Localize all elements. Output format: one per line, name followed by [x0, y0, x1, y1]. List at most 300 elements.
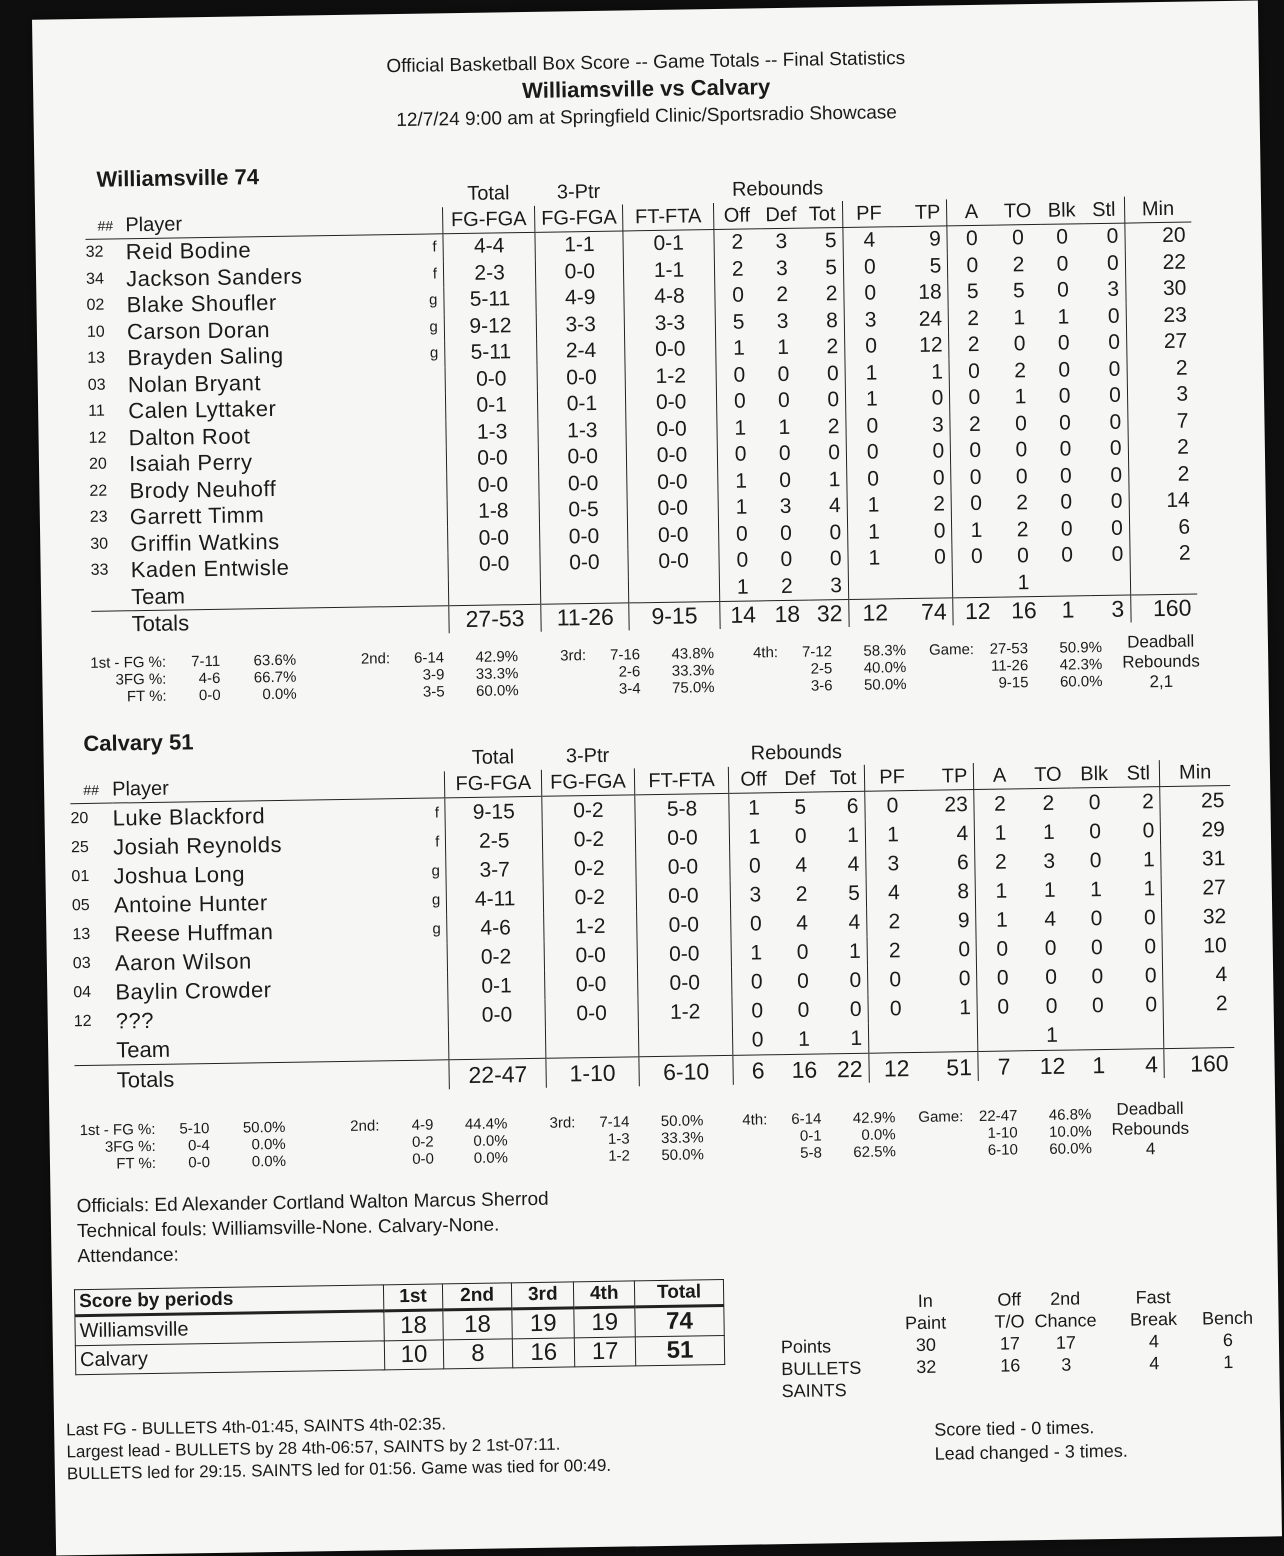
- points-value: 2nd: [1050, 1288, 1081, 1309]
- group-total: Total: [467, 182, 510, 205]
- total-tp: 51: [923, 1051, 978, 1081]
- stat-ft: 0-0: [627, 495, 718, 523]
- stat-tp: 24: [896, 306, 949, 333]
- shooting-pct: 50.0%: [661, 1146, 705, 1164]
- col-player: Player: [112, 772, 417, 803]
- blank: [1039, 171, 1084, 198]
- stat-blk: 0: [1060, 517, 1073, 541]
- stat-blk: 0: [1089, 819, 1102, 843]
- stat-tp: 4: [920, 819, 975, 849]
- shooting-pct: 0.0%: [251, 1135, 286, 1154]
- blank: [541, 576, 630, 604]
- stat-tot: 2: [804, 334, 845, 361]
- blank: [415, 181, 442, 207]
- player-name: Carson Doran: [126, 316, 271, 345]
- stat-min: 2: [1178, 541, 1191, 566]
- shooting-made-att: 27-53: [989, 640, 1029, 658]
- stat-3p: 0-1: [538, 390, 627, 418]
- stat-pf: 1: [867, 520, 880, 544]
- stat-blk: 1: [1057, 305, 1070, 329]
- col-blk: Blk: [1039, 197, 1084, 224]
- col-3p: FG-FGA: [535, 204, 624, 232]
- blank: [953, 570, 1002, 598]
- jersey-number: 20: [70, 809, 89, 827]
- blank: [1164, 1018, 1235, 1049]
- stat-def: 5: [794, 795, 807, 819]
- blank: [422, 579, 449, 606]
- stat-off: 2: [714, 256, 761, 283]
- stat-to: 5: [1012, 279, 1025, 303]
- group-rebounds: Rebounds: [731, 177, 824, 201]
- stat-min: 29: [1201, 817, 1226, 841]
- player-position: [421, 1001, 449, 1030]
- points-value: 4: [1148, 1331, 1160, 1352]
- stat-off: 3: [730, 880, 779, 910]
- shooting-made-att: 0-0: [188, 1154, 211, 1172]
- stat-def: 3: [776, 309, 789, 333]
- player-name: Reese Huffman: [114, 918, 274, 947]
- shooting-label: [541, 694, 593, 695]
- points-value: 17: [999, 1333, 1021, 1354]
- shooting-made-att: 3-5: [422, 683, 445, 701]
- blank: [634, 741, 729, 768]
- period-total: 51: [635, 1336, 724, 1366]
- blank: [894, 173, 947, 200]
- stat-to: 1: [1014, 385, 1027, 409]
- stat-def: 3: [779, 495, 792, 519]
- total-3p: 11-26: [541, 603, 630, 631]
- points-value: Off: [997, 1289, 1022, 1310]
- technical-fouls: Technical fouls: Williamsville-None. Calvary-None.: [76, 1214, 500, 1243]
- shooting-pct: 44.4%: [464, 1115, 508, 1134]
- shooting-label: [918, 671, 980, 672]
- shooting-line: [908, 1140, 1092, 1160]
- total-to: 12: [1029, 1050, 1076, 1080]
- stat-min: 2: [1215, 991, 1228, 1015]
- stat-3p: 4-9: [536, 284, 625, 312]
- stat-a: 2: [968, 412, 981, 436]
- col-a: A: [947, 199, 996, 226]
- player-name: Joshua Long: [113, 860, 246, 889]
- shooting-made-att: 2-5: [810, 660, 833, 678]
- shooting-made-att: 5-8: [800, 1144, 823, 1162]
- player-name: Baylin Crowder: [115, 976, 272, 1005]
- stat-a: 0: [967, 359, 981, 383]
- period-team: Calvary: [75, 1341, 384, 1375]
- shooting-pct: 42.9%: [475, 648, 519, 666]
- shooting-made-att: 6-14: [791, 1110, 822, 1128]
- col-a: A: [974, 762, 1025, 789]
- away-box-table: [70, 733, 1235, 1095]
- stat-min: 2: [1177, 435, 1190, 460]
- jersey-number: 03: [87, 376, 106, 394]
- stat-tot: 1: [824, 937, 867, 967]
- team-tot: 1: [826, 1024, 869, 1054]
- player-position: [419, 393, 446, 420]
- player-name: Isaiah Perry: [128, 449, 253, 477]
- stat-tot: 0: [806, 440, 847, 467]
- shooting-made-att: 6-14: [413, 649, 445, 667]
- player-name: Calen Lyttaker: [128, 396, 277, 424]
- stat-3p: 0-0: [539, 470, 628, 498]
- stat-a: 0: [970, 492, 983, 516]
- shooting-label: 4th:: [752, 644, 779, 662]
- stat-3p: 0-5: [539, 496, 628, 524]
- shooting-made-att: 22-47: [978, 1107, 1018, 1125]
- shooting-label: 1st - FG %:: [90, 653, 167, 672]
- shooting-made-att: 11-26: [990, 657, 1029, 675]
- stat-ft: 0-0: [628, 548, 719, 576]
- player-name: Reid Bodine: [125, 237, 252, 265]
- stat-a: 1: [995, 908, 1008, 932]
- total-a: 12: [953, 597, 1002, 625]
- shooting-label: [733, 691, 785, 692]
- stat-fg: 4-4: [443, 232, 536, 260]
- total-tot: 32: [808, 599, 849, 627]
- stat-min: 32: [1202, 904, 1227, 928]
- col-to: TO: [995, 198, 1040, 225]
- stat-tot: 0: [825, 995, 868, 1025]
- total-pf: 12: [869, 1052, 924, 1082]
- stat-3p: 0-0: [537, 364, 626, 392]
- player-name: Jackson Sanders: [125, 263, 303, 292]
- team-def: 1: [797, 1027, 810, 1051]
- period-shooting-p4: [732, 642, 907, 696]
- blank: [1075, 1020, 1122, 1050]
- stat-blk: 0: [1090, 935, 1103, 959]
- stat-def: 4: [796, 911, 809, 935]
- stat-off: 2: [714, 229, 761, 257]
- total-off: 14: [719, 601, 766, 629]
- shooting-pct: 60.0%: [1049, 1140, 1093, 1158]
- stat-fg: 0-1: [448, 971, 545, 1002]
- shooting-pct: 62.5%: [853, 1143, 897, 1161]
- shooting-made-att: 7-11: [191, 652, 221, 671]
- stat-off: 1: [718, 494, 765, 521]
- blank: [449, 1029, 546, 1060]
- points-value: 16: [1000, 1355, 1021, 1376]
- stat-a: 1: [970, 518, 983, 542]
- stat-min: 30: [1162, 276, 1187, 301]
- shooting-made-att: 4-9: [411, 1116, 434, 1134]
- stat-off: 1: [731, 938, 780, 968]
- stat-stl: 0: [1120, 932, 1163, 962]
- stat-to: 2: [1012, 252, 1025, 277]
- stat-tot: 8: [804, 308, 845, 335]
- stat-stl: 3: [1085, 277, 1126, 304]
- stat-fg: 0-1: [445, 392, 538, 420]
- stat-3p: 1-2: [544, 911, 637, 941]
- stat-stl: 0: [1088, 489, 1129, 516]
- blank: [978, 1021, 1029, 1051]
- stat-ft: 0-0: [626, 416, 717, 444]
- stat-fg: 9-12: [444, 312, 537, 340]
- player-position: [421, 526, 448, 553]
- stat-tot: 4: [824, 908, 867, 938]
- stat-off: 0: [716, 388, 763, 415]
- blank: [864, 738, 919, 765]
- stat-def: 3: [775, 256, 788, 280]
- jersey-number: 30: [90, 535, 109, 553]
- stat-def: 0: [777, 362, 790, 386]
- deadball-text: 4: [1145, 1139, 1156, 1159]
- shooting-pct: 42.9%: [852, 1109, 896, 1127]
- stat-ft: 0-0: [627, 469, 718, 497]
- blank: [417, 771, 445, 798]
- total-fg: 27-53: [449, 604, 542, 632]
- stat-off: 1: [729, 793, 778, 823]
- stat-fg: 4-6: [447, 913, 544, 944]
- stat-a: 2: [993, 792, 1007, 816]
- team-label: Team: [116, 1036, 171, 1063]
- period-header: 3rd: [511, 1282, 574, 1309]
- total-pf: 12: [849, 599, 902, 627]
- score-by-periods-title: Score by periods: [74, 1285, 383, 1316]
- period-score: 18: [443, 1309, 513, 1340]
- stat-to: 1: [1043, 878, 1056, 902]
- stat-stl: 0: [1087, 436, 1128, 463]
- stat-3p: 0-2: [543, 853, 636, 883]
- stat-off: 0: [719, 547, 766, 574]
- blank: [1070, 735, 1117, 762]
- stat-fg: 3-7: [446, 855, 543, 886]
- stat-off: 0: [716, 362, 763, 389]
- shooting-line: [344, 682, 518, 702]
- stat-3p: 0-0: [540, 523, 629, 551]
- group-3ptr: 3-Ptr: [556, 180, 601, 204]
- stat-min: 3: [1176, 382, 1189, 407]
- deadball-rebounds: [1122, 631, 1200, 692]
- stat-to: 3: [1043, 849, 1056, 873]
- blank: [842, 174, 895, 201]
- officials: Officials: Ed Alexander Cortland Walton Marcus Sherrod: [76, 1188, 549, 1218]
- stat-stl: 0: [1086, 356, 1127, 383]
- period-shooting-p3: [540, 645, 715, 699]
- total-tot: 22: [826, 1053, 869, 1083]
- stat-tp: 0: [922, 935, 977, 965]
- period-score: 18: [384, 1310, 443, 1341]
- shooting-line: [722, 1143, 896, 1163]
- stat-stl: 0: [1087, 409, 1128, 436]
- stat-pf: 0: [886, 793, 899, 817]
- jersey-number: 33: [90, 561, 109, 580]
- player-name: Kaden Entwisle: [130, 554, 290, 583]
- stat-pf: 0: [865, 334, 878, 358]
- stat-ft: 0-0: [636, 881, 731, 911]
- stat-off: 5: [715, 309, 762, 336]
- stat-tot: 0: [804, 360, 845, 387]
- col-pf: PF: [864, 764, 919, 791]
- stat-stl: 0: [1119, 903, 1162, 933]
- player-position: [419, 420, 446, 447]
- shooting-line: [72, 1153, 286, 1173]
- total-a: 7: [978, 1051, 1029, 1081]
- stat-def: 0: [777, 389, 790, 413]
- team-to: 1: [1045, 1023, 1059, 1047]
- stat-min: 2: [1177, 462, 1190, 486]
- player-position: g: [429, 344, 439, 362]
- jersey-number: 12: [73, 1012, 92, 1030]
- player-position: [418, 367, 445, 394]
- shooting-made-att: 0-2: [411, 1133, 434, 1151]
- totals-label: Totals: [131, 606, 422, 638]
- shooting-label: FT %:: [116, 1154, 157, 1173]
- shooting-made-att: 0-4: [187, 1137, 210, 1155]
- stat-pf: 0: [889, 967, 902, 991]
- shooting-pct: 0.0%: [473, 1149, 509, 1167]
- stat-min: 10: [1203, 933, 1227, 957]
- stat-blk: 0: [1091, 993, 1104, 1017]
- stat-def: 0: [779, 468, 792, 492]
- stat-tot: 5: [802, 228, 843, 256]
- shooting-pct: 66.7%: [253, 668, 297, 687]
- stat-ft: 0-0: [635, 823, 730, 853]
- stat-def: 0: [796, 940, 809, 964]
- blank: [1083, 171, 1124, 198]
- jersey-number: 10: [86, 323, 105, 341]
- player-name: Nolan Bryant: [127, 369, 262, 398]
- stat-to: 2: [1014, 358, 1027, 383]
- shooting-made-att: 5-10: [179, 1120, 210, 1138]
- shooting-label: [908, 1155, 970, 1156]
- period-score: 19: [574, 1307, 635, 1338]
- shooting-pct: 0.0%: [473, 1132, 508, 1150]
- stat-off: 0: [730, 851, 779, 881]
- blank: [868, 1023, 923, 1053]
- stat-3p: 1-3: [538, 417, 627, 445]
- home-team-title: Williamsville 74: [96, 164, 260, 192]
- stat-def: 0: [780, 548, 793, 572]
- stat-min: 7: [1176, 409, 1189, 433]
- shooting-label: [530, 1144, 582, 1145]
- blank: [448, 577, 541, 605]
- stat-tp: 1: [923, 993, 978, 1023]
- col-fg: FG-FGA: [445, 770, 542, 798]
- stat-stl: 0: [1084, 223, 1125, 251]
- stat-a: 2: [967, 306, 980, 330]
- total-blk: 1: [1075, 1049, 1122, 1079]
- shooting-label: 2nd:: [350, 1117, 380, 1135]
- stat-to: 0: [1013, 332, 1026, 356]
- shooting-made-att: 7-16: [609, 646, 641, 664]
- header-venue: 12/7/24 9:00 am at Springfield Clinic/Sportsradio Showcase: [396, 102, 898, 132]
- points-value: Bench: [1201, 1307, 1254, 1329]
- stat-stl: 2: [1118, 787, 1161, 817]
- stat-def: 1: [778, 415, 791, 439]
- shooting-pct: 33.3%: [671, 662, 715, 680]
- stat-min: 6: [1178, 515, 1191, 539]
- col-tot: Tot: [802, 201, 843, 228]
- stat-tot: 4: [806, 493, 847, 520]
- stat-ft: 0-0: [626, 389, 717, 417]
- stat-fg: 0-0: [447, 524, 540, 552]
- shooting-label: [732, 674, 784, 675]
- stat-fg: 2-5: [446, 826, 543, 857]
- stat-def: 4: [795, 853, 808, 877]
- shooting-label: 3rd:: [560, 647, 587, 665]
- blank: [74, 1065, 117, 1095]
- period-header: Total: [634, 1280, 723, 1307]
- stat-fg: 1-8: [447, 498, 540, 526]
- jersey-number: 25: [70, 838, 89, 856]
- jersey-number: 02: [86, 296, 105, 315]
- jersey-number: 13: [72, 925, 91, 943]
- shooting-pct: 46.8%: [1048, 1106, 1092, 1124]
- shooting-label: [908, 1138, 970, 1139]
- total-min: 160: [1164, 1047, 1235, 1078]
- stat-tp: 0: [898, 438, 951, 465]
- stat-3p: 0-0: [536, 258, 625, 286]
- shooting-made-att: 4-6: [198, 669, 221, 688]
- shooting-line: [918, 673, 1102, 693]
- shooting-made-att: 1-2: [608, 1147, 631, 1165]
- shooting-pct: 50.0%: [863, 676, 907, 694]
- col-3p: FG-FGA: [542, 768, 635, 796]
- blank: [546, 1027, 639, 1058]
- period-shooting-p2: [333, 1115, 508, 1169]
- jersey-number: 22: [89, 482, 108, 500]
- shooting-line: [540, 679, 714, 699]
- player-position: f: [432, 238, 437, 256]
- shooting-pct: 60.0%: [475, 682, 519, 700]
- jersey-number: 01: [71, 867, 90, 885]
- totals-label: Totals: [117, 1060, 422, 1094]
- stat-to: 1: [1042, 820, 1055, 844]
- blank: [74, 1036, 117, 1066]
- stat-stl: 0: [1085, 303, 1126, 330]
- stat-a: 0: [969, 465, 982, 489]
- blank: [973, 736, 1024, 763]
- box-score-sheet: [32, 0, 1282, 1555]
- team-def: 2: [780, 574, 793, 598]
- player-position: f: [432, 265, 438, 283]
- shooting-made-att: 3-9: [422, 666, 445, 684]
- stat-pf: 1: [886, 822, 899, 846]
- blank: [1045, 569, 1090, 597]
- total-tp: 74: [901, 598, 954, 626]
- jersey-number: 20: [88, 455, 107, 474]
- stat-blk: 0: [1056, 252, 1069, 276]
- stat-3p: 2-4: [537, 337, 626, 365]
- stat-pf: 4: [863, 228, 876, 252]
- shooting-label: [722, 1158, 774, 1159]
- deadball-text: Rebounds: [1122, 651, 1200, 672]
- col-stl: Stl: [1117, 760, 1160, 787]
- blank: [422, 606, 449, 633]
- stat-blk: 0: [1057, 331, 1070, 355]
- points-value: 17: [1055, 1332, 1077, 1353]
- col-player: Player: [125, 208, 416, 239]
- stat-blk: 0: [1089, 848, 1102, 872]
- blank: [623, 177, 714, 204]
- shooting-made-att: 0-0: [198, 686, 221, 705]
- shooting-pct: 0.0%: [251, 1152, 287, 1171]
- stat-min: 27: [1202, 875, 1226, 899]
- shooting-pct: 33.3%: [475, 665, 519, 683]
- points-value: Chance: [1034, 1310, 1097, 1332]
- stat-3p: 0-0: [544, 940, 637, 970]
- group-3ptr: 3-Ptr: [565, 744, 610, 768]
- group-rebounds: Rebounds: [750, 741, 843, 765]
- stat-fg: 1-3: [446, 418, 539, 446]
- blank: [416, 207, 443, 234]
- stat-min: 31: [1201, 846, 1226, 870]
- stat-def: 2: [776, 283, 789, 307]
- stat-stl: 0: [1118, 816, 1161, 846]
- stat-tot: 4: [823, 850, 866, 880]
- player-position: g: [431, 861, 440, 880]
- period-shooting-p3: [529, 1112, 704, 1166]
